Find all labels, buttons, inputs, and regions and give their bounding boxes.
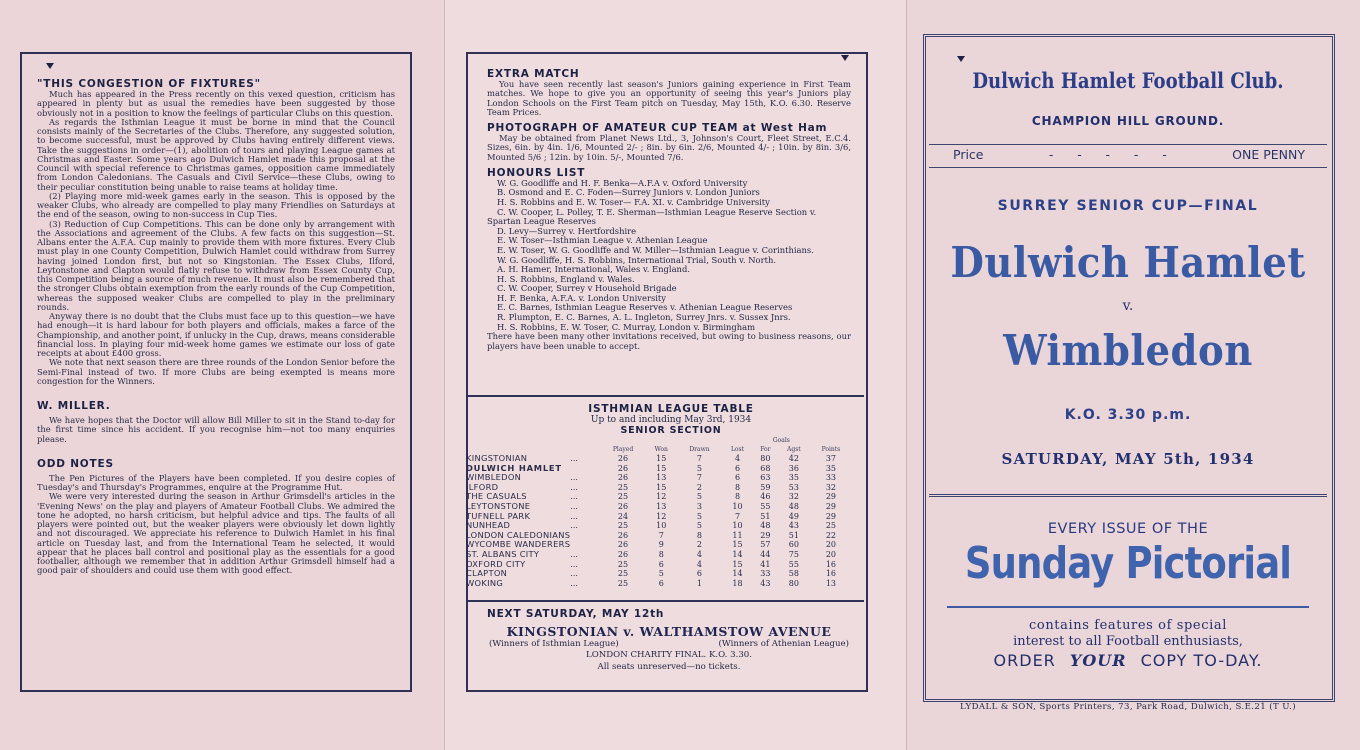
honours-item: C. W. Cooper, Surrey v Household Brigade bbox=[497, 283, 677, 294]
row-dots: ... bbox=[570, 492, 578, 502]
price-label: Price bbox=[953, 147, 984, 162]
lost: 11 bbox=[732, 530, 743, 540]
goals-against: 51 bbox=[788, 530, 799, 540]
honours-item: C. W. Cooper, L. Polley, T. E. Sherman—Isthmian League Reserve Section v. Spartan League Reserves bbox=[487, 206, 817, 227]
price-dashes: - - - - - bbox=[1048, 147, 1167, 162]
paragraph: You have seen recently last season's Juniors gaining experience in First Team matches. We hope to give you an opportunity of seeing this year's Juniors play London Schools on the First Team pitch on Tuesday, May 15th, K.O. 6.30. Reserve Team Prices. bbox=[487, 79, 851, 117]
goals-for: 29 bbox=[760, 530, 771, 540]
won: 13 bbox=[656, 473, 667, 483]
lost: 6 bbox=[734, 463, 741, 473]
heading-photograph: PHOTOGRAPH OF AMATEUR CUP TEAM at West Ham bbox=[487, 122, 828, 134]
points: 25 bbox=[825, 521, 837, 531]
goals-against: 49 bbox=[788, 511, 799, 521]
played: 26 bbox=[617, 501, 629, 511]
row-dots: ... bbox=[570, 501, 578, 511]
team-name: WOKING bbox=[466, 577, 504, 588]
heading-extra-match: EXTRA MATCH bbox=[487, 68, 580, 80]
lost: 15 bbox=[732, 559, 743, 569]
row-dots: ... bbox=[570, 511, 578, 521]
played: 26 bbox=[617, 549, 629, 559]
paragraph: The Pen Pictures of the Players have been completed. If you desire copies of Tuesday's and Thursday's Programmes, enquire at the Programme Hut. bbox=[37, 472, 395, 492]
drawn: 5 bbox=[696, 521, 702, 531]
league-table-subtitle: Up to and including May 3rd, 1934 bbox=[590, 415, 752, 425]
row-dots: ... bbox=[570, 521, 578, 531]
row-dots: ... bbox=[570, 549, 578, 559]
points: 22 bbox=[825, 530, 837, 540]
price-line bbox=[953, 147, 1305, 162]
row-dots: ... bbox=[570, 569, 578, 579]
team-name: THE CASUALS bbox=[466, 491, 527, 502]
away-team: Wimbledon bbox=[1003, 326, 1253, 375]
won: 6 bbox=[658, 578, 664, 588]
drawn: 8 bbox=[696, 530, 702, 540]
divider bbox=[466, 395, 864, 397]
paragraph: (2) Playing more mid-week games early in the season. This is opposed by the weaker Clubs, who already are compelled to play many Friendlies on Saturdays at the end of the season, owing to non-success in Cup Ties. bbox=[37, 190, 395, 220]
winners-right: (Winners of Athenian League) bbox=[718, 639, 849, 649]
won: 15 bbox=[656, 454, 667, 463]
paragraph: (3) Reduction of Cup Competitions. This can be done only by arrangement with the Associations and agreement of the Clubs. A few facts on this suggestion—St. Albans enter the A.F.A. Cup mainly to provide them with more fixtures. Every Club must play in one County Competition, Dulwich Hamlet could withdraw from Surrey having joined London first, but not so Kingstonian. The Essex Clubs, Ilford, Leytonstone and Clapton would flatly refuse to withdraw from Essex County Cup, this Competition being a source of much revenue. It must also be remembered that the stronger Clubs obtain exemption from the early rounds of the Cup Competition, whereas the supposed weaker Clubs are compelled to play in the preliminary rounds. bbox=[37, 218, 395, 312]
won: 9 bbox=[658, 540, 664, 550]
goals-for: 46 bbox=[760, 492, 771, 502]
winners-left: (Winners of Isthmian League) bbox=[489, 639, 619, 649]
goals-against: 75 bbox=[788, 549, 799, 559]
lost: 4 bbox=[734, 454, 741, 463]
goals-for: 41 bbox=[760, 559, 771, 569]
goals-against: 80 bbox=[788, 578, 799, 588]
row-dots: ... bbox=[570, 473, 578, 483]
odd-notes-text bbox=[37, 474, 395, 576]
honours-list bbox=[487, 179, 851, 333]
page-left bbox=[0, 0, 444, 750]
points: 13 bbox=[825, 578, 837, 588]
col-drawn: Drawn bbox=[689, 446, 710, 453]
points: 35 bbox=[825, 463, 837, 473]
row-dots bbox=[570, 464, 600, 474]
goals-against: 53 bbox=[788, 482, 799, 492]
paragraph: May be obtained from Planet News Ltd., 3, Johnson's Court, Fleet Street, E.C.4. Sizes, 6in. by 4in. 1/6, Mounted 2/- ; 8in. by 6in. 2/6, Mounted 4/- ; 10in. by 8in. 3/6, Mounted 5/6 ; 12in. by 10in. 5/-, Mounted 7/6. bbox=[487, 133, 851, 162]
heading-honours: HONOURS LIST bbox=[487, 166, 586, 179]
played: 25 bbox=[617, 482, 629, 492]
extra-match-text bbox=[487, 80, 851, 117]
team-name: NUNHEAD bbox=[466, 520, 511, 531]
page-left-content bbox=[37, 78, 395, 586]
drawn: 2 bbox=[696, 540, 702, 550]
played: 26 bbox=[617, 454, 629, 463]
congestion-text bbox=[37, 90, 395, 386]
won: 12 bbox=[656, 511, 667, 521]
honours-item: D. Levy—Surrey v. Hertfordshire bbox=[497, 225, 637, 236]
lost: 6 bbox=[734, 473, 741, 483]
section-congestion bbox=[37, 78, 395, 386]
section-miller bbox=[37, 400, 395, 444]
drawn: 4 bbox=[696, 549, 702, 559]
lost: 18 bbox=[732, 578, 743, 588]
ad-order bbox=[923, 651, 1333, 670]
points: 20 bbox=[825, 540, 837, 550]
col-won: Won bbox=[654, 446, 668, 453]
versus: v. bbox=[1122, 298, 1134, 314]
paragraph: Anyway there is no doubt that the Clubs must face up to this question—we have had enough—it is hard labour for both players and officials, makes a farce of the Championship, and another point, if unlucky in the Cup, draws, means considerable financial loss. In playing four mid-week home games we estimate our loss of gate receipts at about £400 gross. bbox=[37, 311, 395, 358]
points: 16 bbox=[825, 569, 837, 579]
won: 5 bbox=[658, 569, 664, 579]
lost: 14 bbox=[732, 549, 743, 559]
team-name: WIMBLEDON bbox=[466, 472, 522, 483]
arrow-icon bbox=[841, 55, 849, 61]
goals-for: 43 bbox=[760, 578, 771, 588]
team-name: KINGSTONIAN bbox=[466, 453, 528, 463]
heading-congestion: "THIS CONGESTION OF FIXTURES" bbox=[37, 78, 261, 90]
ad-line1: EVERY ISSUE OF THE bbox=[1047, 521, 1209, 537]
table-row bbox=[466, 560, 852, 570]
fixture-winners bbox=[487, 639, 851, 649]
points: 29 bbox=[825, 501, 837, 511]
goals-against: 42 bbox=[788, 454, 799, 463]
points: 37 bbox=[825, 454, 837, 463]
photograph-text bbox=[487, 134, 851, 162]
match-date: SATURDAY, MAY 5th, 1934 bbox=[1001, 450, 1255, 468]
page-cover bbox=[906, 0, 1360, 750]
charity-final: LONDON CHARITY FINAL. K.O. 3.30. bbox=[585, 650, 752, 660]
rule bbox=[929, 167, 1327, 168]
home-team: Dulwich Hamlet bbox=[950, 238, 1306, 287]
drawn: 6 bbox=[696, 569, 702, 579]
col-for: For bbox=[760, 446, 771, 453]
team-name: DULWICH HAMLET bbox=[466, 462, 562, 473]
paragraph: As regards the Isthmian League it must be borne in mind that the Council consists mainly of the Secretaries of the Clubs. Therefore, any suggested solution, to become successful, must be approved by Clubs having entirely different views. Take the suggestions in order—(1), abolition of tours and playing League games at Christmas and Easter. Some years ago Dulwich Hamlet made this proposal at the Council with special reference to Christmas games, opposition came immediately from London Caledonians. The Casuals and Civil Service—these Clubs, owing to their peculiar constitution being unable to raise teams at holiday time. bbox=[37, 116, 395, 192]
lost: 8 bbox=[734, 492, 741, 502]
heading-miller: W. MILLER. bbox=[37, 400, 111, 412]
row-dots: ... bbox=[570, 578, 578, 588]
paragraph: We have hopes that the Doctor will allow Bill Miller to sit in the Stand to-day for the first time since his accident. If you recognise him—not too many enquiries please. bbox=[37, 415, 395, 444]
competition: SURREY SENIOR CUP—FINAL bbox=[997, 198, 1259, 214]
won: 7 bbox=[658, 530, 664, 540]
played: 26 bbox=[617, 540, 629, 550]
league-table-body bbox=[466, 454, 852, 588]
played: 25 bbox=[617, 559, 629, 569]
played: 25 bbox=[617, 569, 629, 579]
row-dots: ... bbox=[570, 559, 578, 569]
lost: 14 bbox=[732, 569, 743, 579]
price-value: ONE PENNY bbox=[1232, 147, 1305, 162]
won: 15 bbox=[656, 463, 667, 473]
ad-line2: contains features of special bbox=[1029, 618, 1227, 633]
order-your: YOUR bbox=[1069, 651, 1127, 670]
goals-for: 59 bbox=[760, 482, 771, 492]
drawn: 1 bbox=[696, 578, 702, 588]
ad-paper-name: Sunday Pictorial bbox=[964, 538, 1292, 589]
goals-against: 36 bbox=[788, 463, 799, 473]
row-dots bbox=[570, 540, 600, 550]
points: 29 bbox=[825, 492, 837, 502]
team-name: LONDON CALEDONIANS bbox=[466, 529, 571, 540]
goals-for: 48 bbox=[760, 521, 771, 531]
seats-note: All seats unreserved—no tickets. bbox=[597, 662, 741, 672]
team-name: WYCOMBE WANDERERS bbox=[466, 539, 571, 550]
col-points: Points bbox=[821, 446, 841, 453]
honours-item: H. S. Robbins, E. W. Toser, C. Murray, London v. Birmingham bbox=[497, 321, 756, 332]
goals-for: 44 bbox=[760, 549, 771, 559]
goals-against: 32 bbox=[788, 492, 799, 502]
played: 25 bbox=[617, 578, 629, 588]
goals-against: 60 bbox=[788, 540, 799, 550]
section-extra-match bbox=[487, 68, 851, 117]
drawn: 2 bbox=[696, 482, 702, 492]
heading-odd-notes: ODD NOTES bbox=[37, 457, 114, 470]
honours-item: H. F. Benka, A.F.A. v. London University bbox=[497, 292, 667, 303]
league-table-block bbox=[466, 403, 864, 588]
played: 24 bbox=[617, 511, 629, 521]
goals-against: 48 bbox=[788, 501, 799, 511]
lost: 15 bbox=[732, 540, 743, 550]
section-next-saturday bbox=[487, 608, 851, 673]
honours-item: E. C. Barnes, Isthmian League Reserves v. Athenian League Reserves bbox=[497, 302, 793, 313]
paragraph: Much has appeared in the Press recently on this vexed question, criticism has appeared in plenty but as usual the remedies have been suggested by those obviously not in a position to know the feelings of particular Clubs on this question. bbox=[37, 89, 395, 118]
drawn: 4 bbox=[696, 559, 702, 569]
played: 25 bbox=[617, 521, 629, 531]
league-table bbox=[466, 436, 852, 588]
goals-for: 33 bbox=[760, 569, 771, 579]
points: 29 bbox=[825, 511, 837, 521]
points: 32 bbox=[825, 482, 837, 492]
team-name: ILFORD bbox=[466, 481, 499, 492]
won: 15 bbox=[656, 482, 667, 492]
goals-for: 80 bbox=[760, 454, 771, 463]
next-fixture: KINGSTONIAN v. WALTHAMSTOW AVENUE bbox=[506, 624, 832, 639]
honours-item: W. G. Goodliffe and H. F. Benka—A.F.A v. Oxford University bbox=[497, 177, 748, 188]
goals-header: Goals bbox=[772, 437, 790, 444]
lost: 10 bbox=[732, 501, 743, 511]
underline bbox=[947, 606, 1309, 608]
order-copy: COPY TO-DAY. bbox=[1140, 651, 1263, 670]
honours-item: W. G. Goodliffe, H. S. Robbins, International Trial, South v. North. bbox=[497, 254, 777, 265]
miller-text bbox=[37, 416, 395, 444]
section-honours bbox=[487, 167, 851, 351]
page-middle bbox=[444, 0, 907, 750]
table-row bbox=[466, 473, 852, 483]
honours-item: E. W. Toser—Isthmian League v. Athenian League bbox=[497, 235, 708, 246]
ground-name: CHAMPION HILL GROUND. bbox=[1031, 114, 1225, 128]
drawn: 7 bbox=[696, 454, 702, 463]
paragraph: We were very interested during the season in Arthur Grimsdell's articles in the 'Evening News' on the play and players of Amateur Football Clubs. We admired the tone he adopted, no harsh criticism, but helpful advice and tips. The faults of all players were pointed out, but the weaker players were obviously let down lightly and not discouraged. We appreciate his reference to Dulwich Hamlet in his final article on Tuesday last, and from the International Team he selected, it would appear that he places ball control and positional play as the essentials for a good footballer, although we remember that in addition Arthur Grimsdell himself had a good pair of shoulders and could use them with good effect. bbox=[37, 491, 395, 576]
lost: 10 bbox=[732, 521, 743, 531]
rule bbox=[929, 144, 1327, 145]
team-name: OXFORD CITY bbox=[466, 558, 526, 569]
printer-credit: LYDALL & SON, Sports Printers, 73, Park Road, Dulwich, S.E.21 (T U.) bbox=[959, 702, 1297, 712]
played: 25 bbox=[617, 492, 629, 502]
honours-item: B. Osmond and E. C. Foden—Surrey Juniors v. London Juniors bbox=[497, 187, 760, 198]
club-name: Dulwich Hamlet Football Club. bbox=[972, 68, 1284, 93]
table-row bbox=[466, 464, 852, 474]
goals-against: 35 bbox=[788, 473, 799, 483]
goals-against: 55 bbox=[788, 559, 799, 569]
arrow-icon bbox=[46, 63, 54, 69]
col-against: Agst bbox=[787, 446, 801, 453]
honours-footer bbox=[487, 332, 851, 351]
order-word: ORDER bbox=[993, 651, 1056, 670]
arrow-icon bbox=[957, 56, 965, 62]
goals-for: 51 bbox=[760, 511, 771, 521]
section-photograph bbox=[487, 122, 851, 162]
paragraph: There have been many other invitations received, but owing to business reasons, our players have been unable to accept. bbox=[487, 331, 851, 351]
points: 33 bbox=[825, 473, 837, 483]
goals-for: 63 bbox=[760, 473, 771, 483]
honours-item: H. S. Robbins and E. W. Toser— F.A. XI. v. Cambridge University bbox=[497, 196, 770, 207]
table-row bbox=[466, 569, 852, 579]
goals-for: 55 bbox=[760, 501, 771, 511]
league-table-title: ISTHMIAN LEAGUE TABLE bbox=[588, 403, 754, 415]
kickoff: K.O. 3.30 p.m. bbox=[1064, 407, 1192, 423]
honours-item: H. S. Robbins, England v. Wales. bbox=[497, 273, 635, 284]
played: 26 bbox=[617, 473, 629, 483]
drawn: 5 bbox=[696, 511, 702, 521]
won: 10 bbox=[656, 521, 667, 531]
lost: 8 bbox=[734, 482, 741, 492]
row-dots: ... bbox=[570, 482, 578, 492]
heading-next-saturday: NEXT SATURDAY, MAY 12th bbox=[487, 608, 665, 620]
ad-line3: interest to all Football enthusiasts, bbox=[1013, 634, 1243, 649]
drawn: 5 bbox=[696, 492, 702, 502]
goals-against: 43 bbox=[788, 521, 799, 531]
won: 13 bbox=[656, 501, 667, 511]
honours-item: A. H. Hamer, International, Wales v. England. bbox=[497, 264, 690, 275]
table-row bbox=[466, 579, 852, 589]
team-name: ST. ALBANS CITY bbox=[466, 548, 540, 559]
table-row bbox=[466, 512, 852, 522]
divider bbox=[466, 600, 864, 602]
drawn: 3 bbox=[696, 501, 702, 511]
row-dots: ... bbox=[570, 454, 578, 463]
points: 20 bbox=[825, 549, 837, 559]
points: 16 bbox=[825, 559, 837, 569]
team-name: CLAPTON bbox=[466, 568, 508, 579]
page-middle-content bbox=[487, 68, 851, 351]
section-odd-notes bbox=[37, 458, 395, 576]
honours-item: E. W. Toser, W. G. Goodliffe and W. Miller—Isthmian League v. Corinthians. bbox=[497, 244, 814, 255]
goals-for: 57 bbox=[760, 540, 771, 550]
row-dots bbox=[570, 531, 600, 541]
drawn: 5 bbox=[696, 463, 702, 473]
col-lost: Lost bbox=[730, 446, 745, 453]
goals-for: 68 bbox=[760, 463, 771, 473]
honours-item: R. Plumpton, E. C. Barnes, A. L. Ingleton, Surrey Jnrs. v. Sussex Jnrs. bbox=[497, 312, 791, 323]
played: 26 bbox=[617, 530, 629, 540]
won: 12 bbox=[656, 492, 667, 502]
won: 6 bbox=[658, 559, 664, 569]
won: 8 bbox=[658, 549, 664, 559]
played: 26 bbox=[617, 463, 629, 473]
paragraph: We note that next season there are three rounds of the London Senior before the Semi-Final instead of two. If more Clubs are being exempted is means more congestion for the Winners. bbox=[37, 357, 395, 386]
col-played: Played bbox=[612, 446, 634, 453]
goals-against: 58 bbox=[788, 569, 799, 579]
lost: 7 bbox=[734, 511, 741, 521]
team-name: TUFNELL PARK bbox=[466, 510, 531, 521]
rule bbox=[929, 494, 1327, 497]
drawn: 7 bbox=[696, 473, 702, 483]
team-name: LEYTONSTONE bbox=[466, 500, 531, 511]
league-section-title: SENIOR SECTION bbox=[620, 425, 722, 436]
